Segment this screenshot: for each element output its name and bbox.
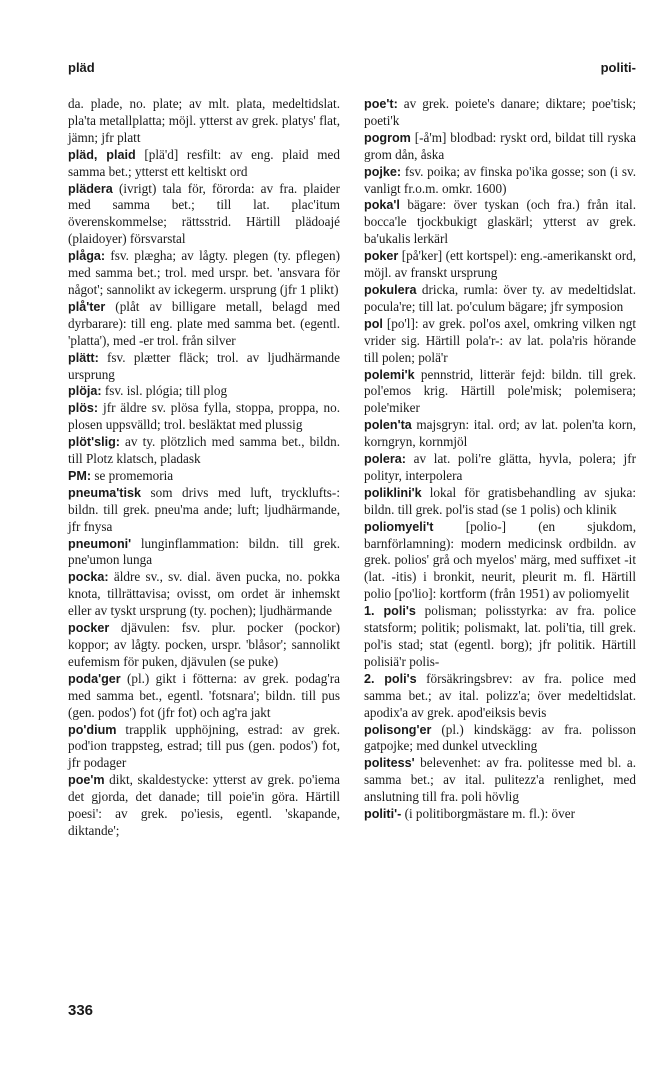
dictionary-entry xyxy=(68,400,340,434)
headword: polen'ta xyxy=(364,418,412,433)
headword: po'dium xyxy=(68,722,117,737)
dictionary-entry xyxy=(364,316,636,367)
headword: pläd, plaid xyxy=(68,147,136,162)
dictionary-entry xyxy=(68,147,340,181)
headword: pocka: xyxy=(68,570,109,585)
headword: pneumoni' xyxy=(68,536,132,551)
definition-text: som drivs med luft, trycklufts-: bildn. till grek. pneu'ma ande; luft; ljudhärmande, jfr fnysa xyxy=(68,484,340,534)
headword: pojke: xyxy=(364,164,402,179)
dictionary-entry xyxy=(68,620,340,671)
dictionary-entry xyxy=(364,806,636,823)
definition-text: försäkringsbrev: av fra. police med samma bet.; av ital. polizz'a; över medeltidslat. apodix'a av grek. apod'eiksis bevis xyxy=(364,670,637,720)
definition-text: pennstrid, litterär fejd: bildn. till grek. pol'emos krig. Härtill pole'misk; polemisera; pole'miker xyxy=(364,366,636,416)
definition-text: fsv. plægha; av lågty. plegen (ty. pflegen) med samma bet.; trol. med urspr. bet. 'ansvara för något'; sannolikt av ickegerm. ursprung (jfr 1 plikt) xyxy=(68,248,340,297)
headword: poker xyxy=(364,249,399,264)
headword: poe'm xyxy=(68,773,105,788)
dictionary-entry xyxy=(364,197,636,248)
running-head-left: pläd xyxy=(68,60,95,75)
definition-text: trapplik upphöjning, estrad: av grek. pod'ion trappsteg, estrad; till pus (gen. podos') fot, jfr podager xyxy=(68,721,340,771)
headword: 1. poli's xyxy=(364,604,416,619)
definition-text: da. plade, no. plate; av mlt. plata, medeltidslat. pla'ta metallplatta; möjl. ytterst av grek. platys' flat, jämn; jfr platt xyxy=(68,96,340,145)
dictionary-entry xyxy=(68,722,340,773)
headword: poka'l xyxy=(364,198,400,213)
dictionary-entry xyxy=(68,383,340,400)
dictionary-entry xyxy=(68,350,340,384)
dictionary-entry xyxy=(68,96,340,147)
headword: plädera xyxy=(68,181,113,196)
headword: pogrom xyxy=(364,130,411,145)
headword: poe't: xyxy=(364,97,398,111)
dictionary-entry xyxy=(68,569,340,620)
dictionary-entry xyxy=(364,722,636,756)
definition-text: majsgryn: ital. ord; av lat. polen'ta korn, korngryn, kornmjöl xyxy=(364,417,636,450)
dictionary-entry xyxy=(364,755,636,806)
definition-text: se promemoria xyxy=(91,467,174,483)
dictionary-entry xyxy=(364,248,636,282)
dictionary-entry xyxy=(68,299,340,350)
definition-text: [polio-] (en sjukdom, barnförlamning): modern medicinsk ordbildn. av grek. polios' grå och myelos' märg, med suffixet -it (lat. -itis) i bronkit, neurit, pleurit m. fl. Härtill polio [po'lio]: kortform (från 1951) av poliomyelit xyxy=(364,518,636,602)
headword: plå'ter xyxy=(68,299,106,314)
definition-text: av lat. poli're glätta, hyvla, polera; jfr polityr, interpolera xyxy=(364,451,636,483)
headword: polemi'k xyxy=(364,367,415,382)
definition-text: (plåt av billigare metall, belagd med dyrbarare): till eng. plate med samma bet. (egentl. 'platta'), med -er trol. från silver xyxy=(68,298,340,348)
headword: pocker xyxy=(68,621,110,636)
definition-text: polisman; polisstyrka: av fra. police statsform; politik; polismakt, lat. poli'tia, till grek. pol'is stad; stat (egentl. borg); jfr politik. Härtill polisiä'r polis- xyxy=(364,603,636,669)
dictionary-entry xyxy=(68,485,340,536)
running-head-right: politi- xyxy=(600,60,636,75)
dictionary-entry xyxy=(68,468,340,485)
dictionary-entry xyxy=(364,164,636,198)
definition-text: fsv. plætter fläck; trol. av ljudhärmande ursprung xyxy=(68,349,340,382)
headword: poliklini'k xyxy=(364,485,422,500)
definition-text: (i politiborgmästare m. fl.): över xyxy=(401,806,575,822)
definition-text: lunginflammation: bildn. till grek. pne'umon lunga xyxy=(68,535,340,568)
dictionary-entry xyxy=(364,519,636,604)
definition-text: belevenhet: av fra. politesse med bl. a. samma bet.; av ital. pulitezz'a renlighet, med anslutning till fra. poli hövlig xyxy=(364,755,636,805)
dictionary-entry xyxy=(364,603,636,671)
definition-text: [på'ker] (ett kortspel): eng.-amerikanskt ord, möjl. av franskt ursprung xyxy=(364,248,636,281)
dictionary-entry xyxy=(364,96,636,130)
headword: politi'- xyxy=(364,807,402,822)
headword: pol xyxy=(364,316,383,331)
page-number: 336 xyxy=(68,1002,94,1019)
headword: plätt: xyxy=(68,350,99,365)
definition-text: jfr äldre sv. plösa fylla, stoppa, proppa, no. plosen uppsvälld; trol. besläktat med plussig xyxy=(68,400,340,433)
definition-text: [-å'm] blodbad: ryskt ord, bildat till ryska grom dån, åska xyxy=(364,129,636,162)
headword: 2. poli's xyxy=(364,671,417,686)
dictionary-entry xyxy=(364,367,636,418)
headword: plöja: xyxy=(68,384,102,399)
dictionary-entry xyxy=(68,536,340,570)
headword: polera: xyxy=(364,452,406,467)
definition-text: [po'l]: av grek. pol'os axel, omkring vilken ngt vrider sig. Härtill pola'r-: av lat. pola'ris hörande till polen; polä'r xyxy=(364,315,636,365)
dictionary-entry xyxy=(364,671,636,722)
definition-text: fsv. poika; av finska po'ika gosse; son (i sv. vanligt fr.o.m. omkr. 1600) xyxy=(364,163,636,196)
dictionary-entry xyxy=(364,282,636,316)
definition-text: (ivrigt) tala för, förorda: av fra. plaider med samma bet.; till lat. plac'itum överenskommelse; rättsstrid. Härtill plädoajé (plaidoyer) försvarstal xyxy=(68,180,340,247)
headword: plåga: xyxy=(68,249,106,264)
headword: plös: xyxy=(68,401,99,416)
headword: polisong'er xyxy=(364,722,432,737)
dictionary-entry xyxy=(364,485,636,519)
headword: poda'ger xyxy=(68,671,121,686)
headword: plöt'slig: xyxy=(68,435,120,450)
right-column xyxy=(364,96,636,823)
headword: pokulera xyxy=(364,282,417,297)
definition-text: dikt, skaldestycke: ytterst av grek. po'iema det gjorda, det danade; till poie'in göra. Härtill poesi': av grek. po'iesis, egentl. 'skapande, diktande'; xyxy=(68,772,340,838)
dictionary-entry xyxy=(364,130,636,164)
dictionary-entry xyxy=(68,671,340,722)
definition-text: [plä'd] resfilt: av eng. plaid med samma bet.; ytterst ett keltiskt ord xyxy=(68,146,340,179)
left-column xyxy=(68,96,340,840)
headword: PM: xyxy=(68,468,92,483)
headword: poliomyeli't xyxy=(364,519,434,534)
headword: politess' xyxy=(364,756,415,771)
dictionary-entry xyxy=(68,434,340,468)
definition-text: djävulen: fsv. plur. pocker (pockor) koppor; av lågty. pocken, urspr. 'blåsor'; sannolikt eufemism för puken, djävulen (se puke) xyxy=(68,620,340,669)
dictionary-entry xyxy=(68,248,340,299)
dictionary-entry xyxy=(68,772,340,840)
definition-text: (pl.) gikt i fötterna: av grek. podag'ra med samma bet., egentl. 'fotsnara'; bildn. till pus (gen. podos') fot (jfr fot) och ag'ra jakt xyxy=(68,670,340,720)
definition-text: (pl.) kindskägg: av fra. polisson gatpojke; med dunkel utveckling xyxy=(364,721,636,754)
dictionary-entry xyxy=(364,417,636,451)
definition-text: av grek. poiete's danare; diktare; poe'tisk; poeti'k xyxy=(364,96,636,128)
dictionary-entry xyxy=(364,451,636,485)
definition-text: äldre sv., sv. dial. även pucka, no. pokka knota, tillrättavisa; ovisst, om ordet är inhemskt eller av tyskt ursprung (ty. pochen); ljudhärmande xyxy=(68,569,340,619)
definition-text: dricka, rumla: över ty. av medeltidslat. pocula're; till lat. po'culum bägare; jfr symposion xyxy=(364,281,636,314)
headword: pneuma'tisk xyxy=(68,485,141,500)
definition-text: av ty. plötzlich med samma bet., bildn. till Plotz klatsch, pladask xyxy=(68,434,340,467)
definition-text: fsv. isl. plógia; till plog xyxy=(101,383,228,399)
dictionary-entry xyxy=(68,181,340,249)
definition-text: bägare: över tyskan (och fra.) från ital. bocca'le tjockbukigt glaskärl; ytterst av grek. ba'ukalis lerkärl xyxy=(364,197,636,247)
definition-text: lokal för gratisbehandling av sjuka: bildn. till grek. pol'is stad (se 1 polis) och klinik xyxy=(364,484,636,517)
